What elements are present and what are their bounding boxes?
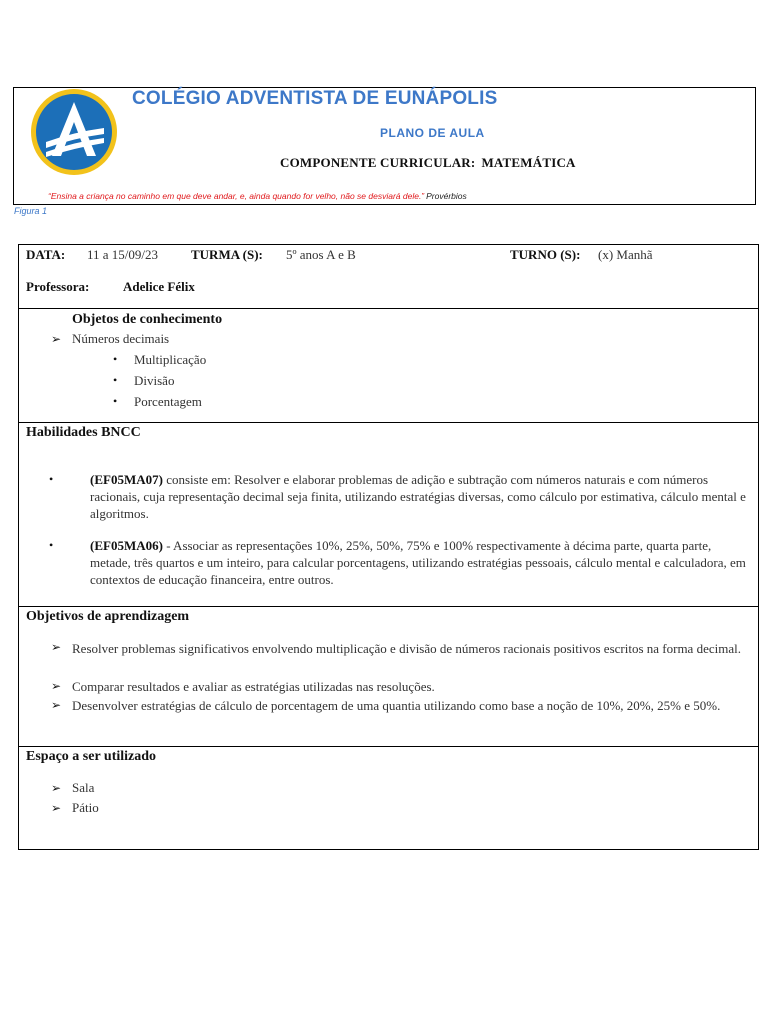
school-logo (30, 88, 118, 176)
knowledge-item: Divisão (134, 373, 175, 388)
objectives-row (19, 607, 758, 747)
knowledge-item: Porcentagem (134, 394, 202, 409)
school-name: COLÉGIO ADVENTISTA DE EUNÁPOLIS (132, 88, 498, 109)
arrow-bullet-icon: ➢ (51, 801, 62, 815)
component-value: MATEMÁTICA (481, 155, 576, 170)
knowledge-topic: Números decimais (72, 331, 170, 346)
arrow-bullet-icon: ➢ (51, 640, 62, 654)
plan-title: PLANO DE AULA (380, 126, 485, 140)
arrow-bullet-icon: ➢ (51, 781, 62, 795)
knowledge-title: Objetos de conhecimento (72, 312, 223, 327)
figure-caption: Figura 1 (14, 206, 48, 216)
shift-value: (x) Manhã (598, 247, 653, 262)
knowledge-row (19, 309, 758, 423)
bullet-icon: • (49, 538, 54, 552)
shift-label: TURNO (S): (510, 247, 581, 262)
bullet-icon: • (113, 373, 118, 387)
date-value: 11 a 15/09/23 (87, 247, 159, 262)
space-item: Sala (72, 780, 95, 795)
bullet-icon: • (49, 472, 54, 486)
quote-text: “Ensina a criança no caminho em que deve andar, e, ainda quando for velho, não se desviará dele.” (48, 191, 425, 201)
lesson-plan-table (18, 244, 759, 850)
objective-item: Comparar resultados e avaliar as estratégias utilizadas nas resoluções. (72, 679, 435, 694)
skills-title: Habilidades BNCC (26, 425, 141, 440)
proverb-quote (48, 191, 467, 201)
objective-item: Resolver problemas significativos envolvendo multiplicação e divisão de números racionais positivos escritos na forma decimal. (72, 641, 741, 656)
arrow-bullet-icon: ➢ (51, 679, 62, 693)
space-item: Pátio (72, 800, 99, 815)
class-label: TURMA (S): (191, 247, 263, 262)
objective-item: Desenvolver estratégias de cálculo de porcentagem de uma quantia utilizando como base a noção de 10%, 20%, 25% e 50%. (72, 698, 721, 713)
component-label: COMPONENTE CURRICULAR: (280, 155, 476, 170)
skill-code: (EF05MA07) (90, 472, 163, 487)
date-label: DATA: (26, 247, 66, 262)
curricular-component (280, 155, 576, 171)
skill-text: - Associar as representações 10%, 25%, 50%, 75% e 100% respectivamente à décima parte, quarta parte, metade, três quartos e um inteiro, para calcular porcentagens, utilizando estratégias pessoais, cálculo mental e calculadora, em contextos de educação financeira, entre outros. (90, 538, 746, 587)
skill-item (90, 537, 755, 588)
info-row (19, 245, 758, 309)
space-title: Espaço a ser utilizado (26, 749, 157, 764)
knowledge-item: Multiplicação (134, 352, 207, 367)
arrow-bullet-icon: ➢ (51, 698, 62, 712)
skill-text: consiste em: Resolver e elaborar problemas de adição e subtração com números naturais e com números racionais, cuja representação decimal seja finita, utilizando estratégias diversas, como cálculo por estimativa, cálculo mental e algoritmos. (90, 472, 746, 521)
space-row (19, 747, 758, 849)
teacher-label: Professora: (26, 279, 90, 294)
teacher-value: Adelice Félix (123, 279, 195, 294)
bullet-icon: • (113, 394, 118, 408)
skills-row (19, 423, 758, 607)
skill-item (90, 471, 755, 522)
objectives-title: Objetivos de aprendizagem (26, 609, 190, 624)
class-value: 5º anos A e B (286, 247, 356, 262)
arrow-bullet-icon: ➢ (51, 332, 62, 346)
bullet-icon: • (113, 352, 118, 366)
skill-code: (EF05MA06) (90, 538, 163, 553)
quote-source: Provérbios (426, 191, 467, 201)
